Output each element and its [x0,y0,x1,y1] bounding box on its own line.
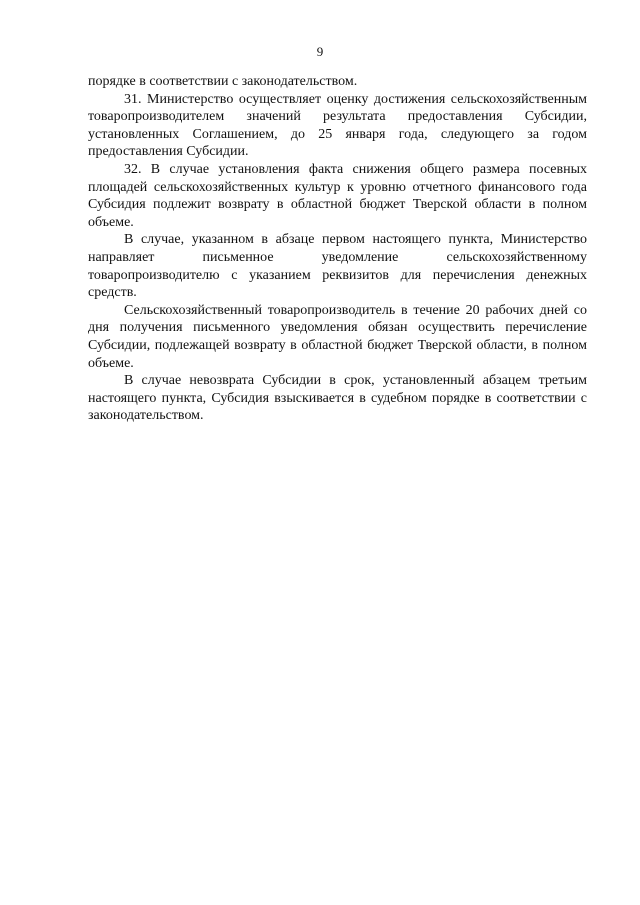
paragraph-item-31: 31. Министерство осуществляет оценку достижения сельскохозяйственным товаропроизводителем значений результата предоставления Субсидии, установленных Соглашением, до 25 января года, следующего за годом предоставления Субсидии. [88,91,587,160]
document-body [88,73,587,425]
paragraph-repayment: Сельскохозяйственный товаропроизводитель в течение 20 рабочих дней со дня получения письменного уведомления обязан осуществить перечисление Субсидии, подлежащей возврату в областной бюджет Тверской области, в полном объеме. [88,302,587,371]
paragraph-notification: В случае, указанном в абзаце первом настоящего пункта, Министерство направляет письменное уведомление сельскохозяйственному товаропроизводителю с указанием реквизитов для перечисления денежных средств. [88,232,587,301]
paragraph-item-32: 32. В случае установления факта снижения общего размера посевных площадей сельскохозяйственных культур к уровню отчетного финансового года Субсидия подлежит возврату в областной бюджет Тверской области в полном объеме. [88,161,587,230]
page-number: 9 [316,44,324,59]
paragraph-recovery: В случае невозврата Субсидии в срок, установленный абзацем третьим настоящего пункта, Субсидия взыскивается в судебном порядке в соответствии с законодательством. [88,373,587,424]
paragraph-continuation: порядке в соответствии с законодательством. [88,74,358,89]
